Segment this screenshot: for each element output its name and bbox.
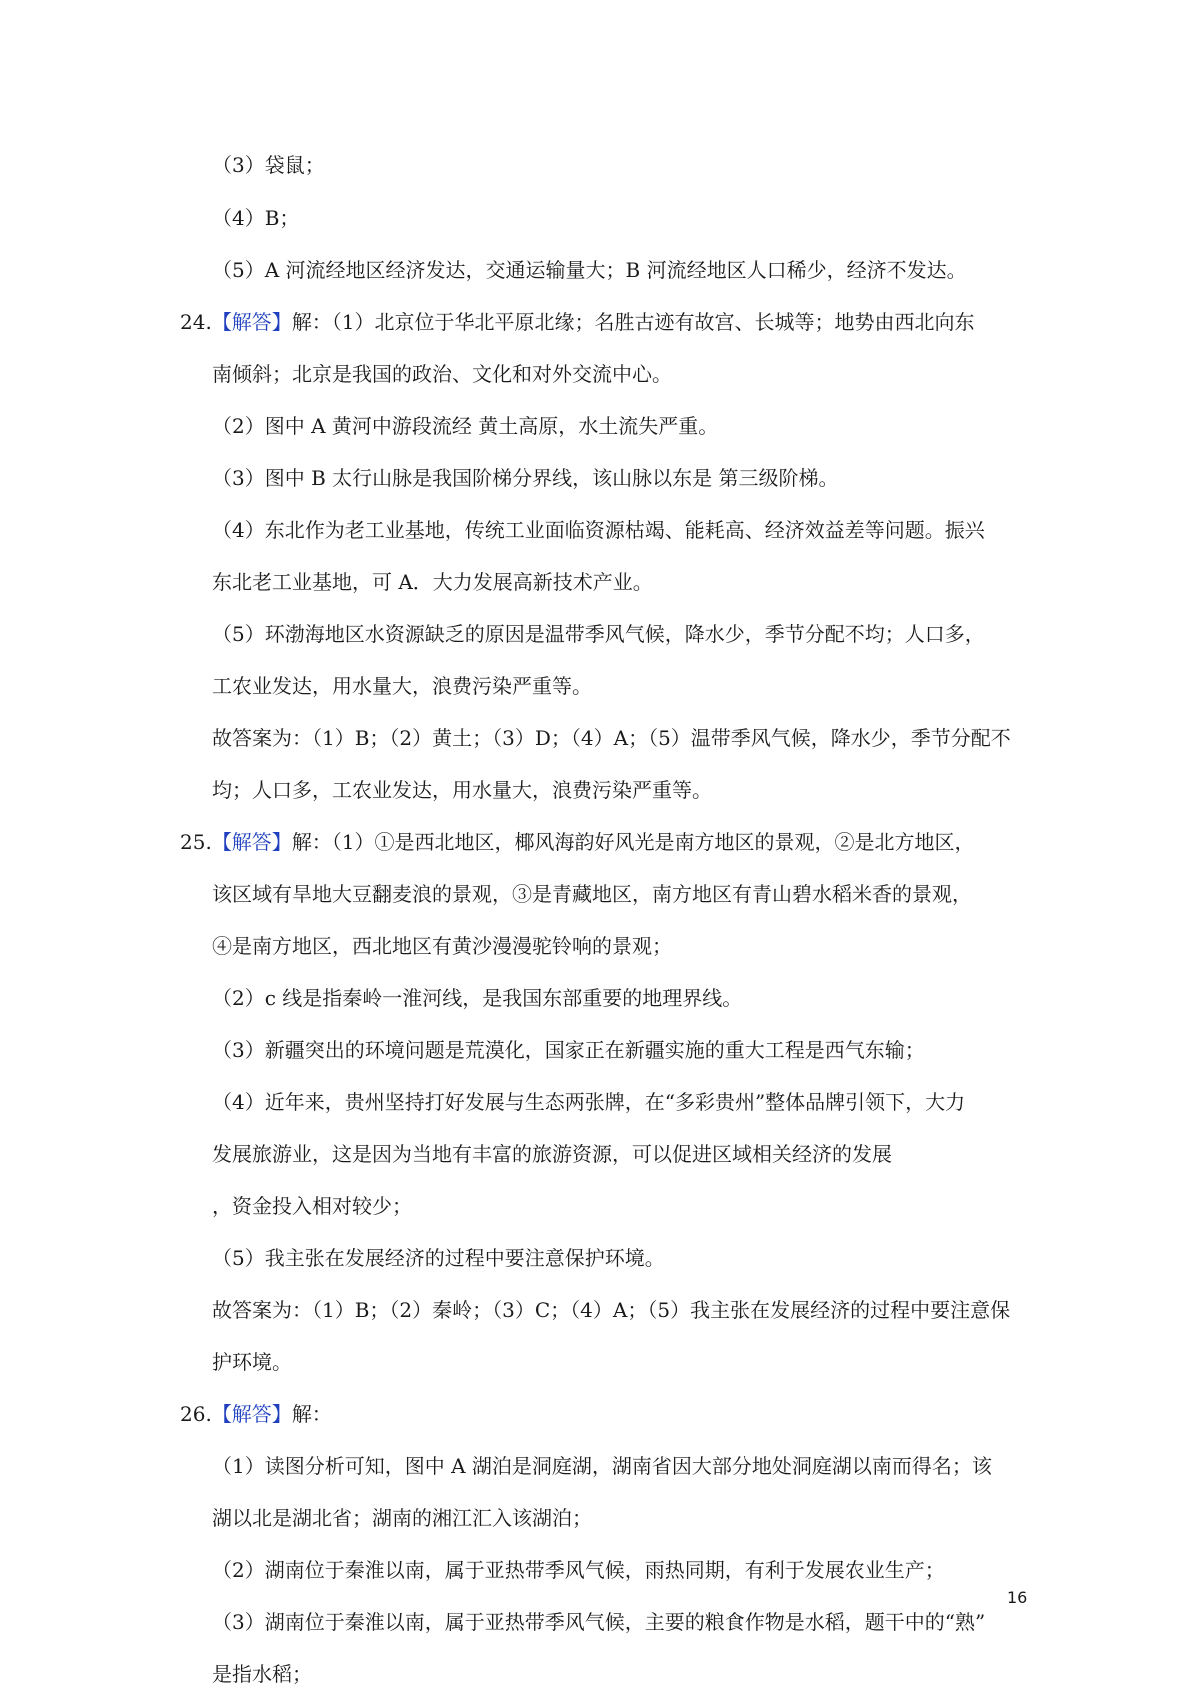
text-line: （2）图中 A 黄河中游段流经 黄土高原，水土流失严重。 [212, 414, 719, 438]
text-line: （5）我主张在发展经济的过程中要注意保护环境。 [212, 1246, 665, 1270]
answer-line [180, 830, 975, 854]
text-line: 均；人口多，工农业发达，用水量大，浪费污染严重等。 [212, 778, 712, 802]
text-line: 故答案为：（1）B；（2）秦岭；（3）C；（4）A；（5）我主张在发展经济的过程中要注意保 [212, 1298, 1011, 1322]
answer-line [180, 310, 975, 334]
text-line: （5）A 河流经地区经济发达，交通运输量大；B 河流经地区人口稀少，经济不发达。 [212, 258, 967, 282]
text-line: 解： [291, 1402, 332, 1426]
text-line: ④是南方地区，西北地区有黄沙漫漫驼铃响的景观； [212, 934, 672, 958]
text-line: （4）B； [212, 206, 300, 230]
text-line: （4）近年来，贵州坚持打好发展与生态两张牌，在“多彩贵州”整体品牌引领下，大力 [212, 1090, 966, 1114]
text-line: 发展旅游业，这是因为当地有丰富的旅游资源，可以促进区域相关经济的发展 [212, 1142, 892, 1166]
answer-line [180, 1402, 332, 1426]
text-line: （3）袋鼠； [212, 153, 325, 177]
answer-tag: 【解答】 [211, 310, 292, 334]
text-line: 护环境。 [212, 1350, 292, 1374]
text-line: ，资金投入相对较少； [212, 1194, 412, 1218]
question-number: 24. [180, 310, 212, 334]
text-line: 工农业发达，用水量大，浪费污染严重等。 [212, 674, 592, 698]
question-number: 26. [180, 1402, 212, 1426]
text-line: （5）环渤海地区水资源缺乏的原因是温带季风气候，降水少，季节分配不均；人口多， [212, 622, 985, 646]
text-line: 该区域有旱地大豆翻麦浪的景观，③是青藏地区，南方地区有青山碧水稻米香的景观， [212, 882, 972, 906]
text-line: 东北老工业基地，可 A．大力发展高新技术产业。 [212, 570, 653, 594]
answer-tag: 【解答】 [211, 830, 292, 854]
question-number: 25. [180, 830, 212, 854]
text-line: 是指水稻； [212, 1662, 312, 1686]
text-line: 故答案为：（1）B；（2）黄土；（3）D；（4）A；（5）温带季风气候，降水少，季节分配不 [212, 726, 1011, 750]
text-line: （3）图中 B 太行山脉是我国阶梯分界线，该山脉以东是 第三级阶梯。 [212, 466, 839, 490]
text-line: （1）读图分析可知，图中 A 湖泊是洞庭湖，湖南省因大部分地处洞庭湖以南而得名；该 [212, 1454, 992, 1478]
text-line: （3）新疆突出的环境问题是荒漠化，国家正在新疆实施的重大工程是西气东输； [212, 1038, 925, 1062]
page-number: 16 [1007, 1588, 1028, 1607]
text-line: （2）湖南位于秦淮以南，属于亚热带季风气候，雨热同期，有利于发展农业生产； [212, 1558, 945, 1582]
answer-tag: 【解答】 [211, 1402, 292, 1426]
text-line: （4）东北作为老工业基地，传统工业面临资源枯竭、能耗高、经济效益差等问题。振兴 [212, 518, 985, 542]
text-line: 解：（1）北京位于华北平原北缘；名胜古迹有故宫、长城等；地势由西北向东 [291, 310, 975, 334]
text-line: （3）湖南位于秦淮以南，属于亚热带季风气候，主要的粮食作物是水稻，题干中的“熟” [212, 1610, 986, 1634]
text-line: （2）c 线是指秦岭一淮河线，是我国东部重要的地理界线。 [212, 986, 743, 1010]
text-line: 湖以北是湖北省；湖南的湘江汇入该湖泊； [212, 1506, 592, 1530]
text-line: 南倾斜；北京是我国的政治、文化和对外交流中心。 [212, 362, 672, 386]
text-line: 解：（1）①是西北地区，椰风海韵好风光是南方地区的景观，②是北方地区， [291, 830, 975, 854]
